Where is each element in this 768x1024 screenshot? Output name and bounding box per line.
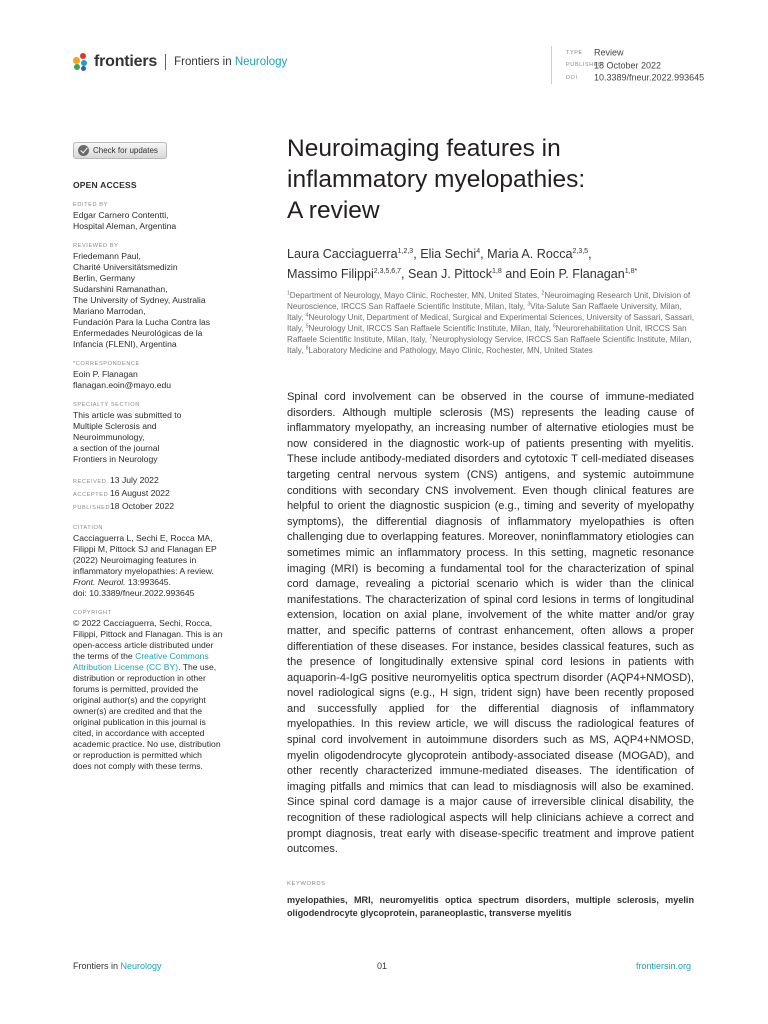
specialty-line: This article was submitted to <box>73 410 182 420</box>
specialty-line: Neuroimmunology, <box>73 432 145 442</box>
affiliation-text: Neuroimaging Research Unit, Division of Neuroscience, IRCCS San Raffaele Scientific Institute, Milan, Italy, <box>287 291 691 312</box>
copyright-line: original publication in this journal is <box>73 717 206 727</box>
article-info-sidebar <box>73 180 263 782</box>
date-published <box>73 501 263 514</box>
correspondence-label: *CORRESPONDENCE <box>73 361 140 367</box>
copyright-label: COPYRIGHT <box>73 610 112 616</box>
affiliation-text: Laboratory Medicine and Pathology, Mayo Clinic, Rochester, MN, United States <box>308 346 593 356</box>
affiliation-text: Department of Neurology, Mayo Clinic, Rochester, MN, United States, <box>289 291 542 300</box>
specialty-line: Frontiers in Neurology <box>73 454 158 464</box>
citation-journal-line <box>73 577 263 588</box>
date-value: 16 August 2022 <box>110 488 170 498</box>
title-line: inflammatory myelopathies: <box>287 166 586 193</box>
author-name[interactable]: Elia Sechi <box>420 247 477 261</box>
copyright-line: forums is permitted, provided the <box>73 684 199 694</box>
author-separator: , <box>588 247 592 261</box>
citation-line: inflammatory myelopathies: A review. <box>73 566 214 576</box>
author-name[interactable]: Maria A. Rocca <box>487 247 573 261</box>
author-separator: , <box>401 267 409 281</box>
author-separator: , <box>480 247 488 261</box>
footer-journal-prefix: Frontiers in <box>73 961 121 971</box>
journal-name[interactable] <box>174 56 287 68</box>
license-link-part2[interactable]: Attribution License (CC BY) <box>73 662 179 672</box>
author-name[interactable]: Sean J. Pittock <box>408 267 493 281</box>
affiliations <box>287 290 699 357</box>
reviewer-line: Friedemann Paul, <box>73 251 141 261</box>
check-icon <box>78 145 89 156</box>
keywords: myelopathies, MRI, neuromyelitis optica spectrum disorders, multiple sclerosis, myelin oligodendrocyte glycoprotein, paraneoplastic, transverse myelitis <box>287 895 694 918</box>
citation-line: Filippi M, Pittock SJ and Flanagan EP <box>73 544 217 554</box>
frontiers-logo-icon <box>72 53 90 71</box>
citation-label: CITATION <box>73 525 104 531</box>
brand-name: frontiers <box>94 53 158 70</box>
copyright-line: cited, in accordance with accepted <box>73 728 205 738</box>
author-affiliation-sup: 1,8 <box>492 267 502 275</box>
reviewer-line: Mariano Marrodan, <box>73 306 146 316</box>
journal-accent: Neurology <box>234 56 288 68</box>
keywords-label: KEYWORDS <box>287 881 326 887</box>
header-divider <box>165 54 166 70</box>
logo-dot-blue <box>81 66 86 71</box>
reviewer-line: Enfermedades Neurológicas de la <box>73 328 203 338</box>
journal-prefix: Frontiers in <box>174 56 235 68</box>
meta-value[interactable]: 10.3389/fneur.2022.993645 <box>594 72 705 83</box>
meta-key: PUBLISHED <box>566 62 603 69</box>
date-label: RECEIVED <box>73 479 107 485</box>
frontiers-logo <box>72 53 287 71</box>
footer-site-link[interactable]: frontiersin.org <box>636 961 692 971</box>
date-accepted <box>73 488 263 501</box>
copyright <box>73 618 263 772</box>
logo-dot-orange <box>73 57 80 64</box>
reviewer-line: Infancia (FLENI), Argentina <box>73 339 177 349</box>
specialty-line: a section of the journal <box>73 443 160 453</box>
author-affiliation-sup: 1,2,3 <box>397 247 414 255</box>
author-affiliation-sup: 2,3,5 <box>572 247 589 255</box>
copyright-line-text: the terms of the <box>73 651 136 661</box>
abstract: Spinal cord involvement can be observed in the course of immune-mediated disorders. Although multiple sclerosis (MS) represents the leading cause of inflammatory myelopathy, an increasing number of alternative etiologies must be now considered in the diagnostic work-up of patients presenting with myelitis. These include antibody-mediated disorders and cytotoxic T cell-mediated diseases targeting central nervous system (CNS) antigens, and systemic autoimmune conditions with secondary CNS involvement. Even though clinical features are helpful to orient the diagnostic suspicion (e.g., timing and severity of myelopathy symptoms), the differential diagnosis of inflammatory myelopathies is often challenging due to overlapping features. Moreover, noninflammatory etiologies can sometimes mimic an inflammatory process. In this setting, magnetic resonance imaging (MRI) is becoming a fundamental tool for the characterization of spinal cord damage, revealing a pictorial scenario which is wider than the clinical manifestations. The characterization of spinal cord lesions in terms of longitudinal extension, location on axial plane, involvement of the white matter and/or gray matter, and specific patterns of contrast enhancement, often allows a proper differentiation of these diseases. For instance, besides classical features, such as the presence of longitudinally extensive spinal cord lesions in patients with aquaporin-4-IgG positive neuromyelitis optica spectrum disorder (AQP4+NMOSD), novel radiological signs (e.g., H sign, trident sign) have been recently proposed and successfully applied for the differential diagnosis of inflammatory myelopathies. In this review article, we will discuss the radiological features of spinal cord involvement in autoimmune disorders such as MS, AQP4+NMOSD, myelin oligodendrocyte glycoprotein antibody-associated disease (MOGAD), and other recently characterized immune-mediated diseases. The identification of imaging pitfalls and mimics that can lead to misdiagnosis will also be examined. Since spinal cord damage is a major cause of irreversible clinical disability, the recognition of these radiological aspects will help clinicians achieve a correct and prompt diagnosis, treat early with disease-specific treatment and improve patient outcomes. <box>287 391 694 856</box>
copyright-license-line <box>73 651 263 662</box>
citation-doi-link[interactable]: doi: 10.3389/fneur.2022.993645 <box>73 588 195 598</box>
license-link-part1[interactable]: Creative Commons <box>135 651 209 661</box>
affiliation-text: Neurology Unit, IRCCS San Raffaele Scientific Institute, Milan, Italy, <box>308 324 553 334</box>
reviewer-line: Berlin, Germany <box>73 273 136 283</box>
footer-journal-accent: Neurology <box>120 961 162 971</box>
date-value: 18 October 2022 <box>110 501 175 511</box>
footer-journal-name[interactable] <box>73 961 162 971</box>
author-affiliation-sup: 2,3,5,6,7 <box>373 267 402 275</box>
check-for-updates-button[interactable] <box>73 142 167 159</box>
affiliation-text: Neurology Unit, Department of Medical, Surgical and Experimental Sciences, University of Sassari, Sassari, Italy, <box>287 313 695 334</box>
affiliation-sup: 3 <box>527 301 531 308</box>
meta-row-doi <box>566 71 704 84</box>
check-for-updates-label: Check for updates <box>93 146 158 155</box>
meta-key: DOI <box>566 74 578 81</box>
editor-line: Hospital Aleman, Argentina <box>73 221 177 231</box>
copyright-line: open-access article distributed under <box>73 640 214 650</box>
author-affiliation-sup: 1,8* <box>624 267 638 275</box>
correspondence-name: Eoin P. Flanagan <box>73 369 138 379</box>
article-dates <box>73 475 263 514</box>
citation-journal: Front. Neurol. <box>73 577 126 587</box>
reviewer-line: Sudarshini Ramanathan, <box>73 284 168 294</box>
article-meta <box>551 46 704 84</box>
affiliation-sup: 1 <box>287 290 290 297</box>
date-label: ACCEPTED <box>73 492 109 498</box>
citation-line: Cacciaguerra L, Sechi E, Rocca MA, <box>73 533 213 543</box>
meta-value: Review <box>594 47 624 58</box>
reviewer-line: The University of Sydney, Australia <box>73 295 206 305</box>
author-separator: , <box>413 247 421 261</box>
affiliation-text: Neurorehabilitation Unit, IRCCS San Raffaele Scientific Institute, Milan, Italy, <box>287 324 687 345</box>
reviewed-by <box>73 251 263 350</box>
meta-row-type <box>566 46 704 59</box>
copyright-line: Filippi, Pittock and Flanagan. This is an <box>73 629 223 639</box>
title-line: A review <box>287 197 380 224</box>
reviewer-line: Fundación Para la Lucha Contra las <box>73 317 211 327</box>
author-name[interactable]: Laura Cacciaguerra <box>287 247 398 261</box>
article-title <box>287 133 707 226</box>
copyright-line: original author(s) and the copyright <box>73 695 206 705</box>
copyright-line: © 2022 Cacciaguerra, Sechi, Rocca, <box>73 618 213 628</box>
editor-line: Edgar Carnero Contentti, <box>73 210 169 220</box>
author-name[interactable]: Eoin P. Flanagan <box>529 267 625 281</box>
logo-dot-green <box>74 64 80 70</box>
open-access-label: OPEN ACCESS <box>73 180 137 190</box>
copyright-line: academic practice. No use, distribution <box>73 739 221 749</box>
copyright-line-text: . The use, <box>178 662 217 672</box>
author-name[interactable]: Massimo Filippi <box>287 267 374 281</box>
author-separator: and <box>501 267 530 281</box>
reviewed-by-label: REVIEWED BY <box>73 243 119 249</box>
logo-dot-red <box>80 53 86 59</box>
copyright-line: or reproduction is permitted which <box>73 750 202 760</box>
affiliation-sup: 2 <box>541 290 545 297</box>
specialty-line: Multiple Sclerosis and <box>73 421 157 431</box>
page-number: 01 <box>377 961 388 971</box>
specialty-section <box>73 410 263 465</box>
edited-by <box>73 210 263 232</box>
citation-volume: 13:993645. <box>125 577 171 587</box>
affiliation-sup: 5 <box>305 323 309 330</box>
citation-line: (2022) Neuroimaging features in <box>73 555 197 565</box>
correspondence-email-link[interactable]: flanagan.eoin@mayo.edu <box>73 380 172 390</box>
copyright-line: owner(s) are credited and that the <box>73 706 202 716</box>
author-affiliation-sup: 4 <box>476 247 481 255</box>
edited-by-label: EDITED BY <box>73 202 108 208</box>
author-list <box>287 244 707 284</box>
affiliation-sup: 7 <box>429 334 433 341</box>
affiliation-text: Vita-Salute San Raffaele University, Milan, Italy, <box>287 302 682 323</box>
affiliation-text: Neurophysiology Service, IRCCS San Raffaele Scientific Institute, Milan, Italy, <box>287 335 692 356</box>
meta-key: TYPE <box>566 49 583 56</box>
affiliation-sup: 8 <box>305 345 309 352</box>
citation <box>73 533 263 599</box>
meta-row-published <box>566 59 704 72</box>
specialty-section-label: SPECIALTY SECTION <box>73 402 140 408</box>
meta-value: 18 October 2022 <box>594 60 662 71</box>
date-value: 13 July 2022 <box>110 475 159 485</box>
title-line: Neuroimaging features in <box>287 135 561 162</box>
date-received <box>73 475 263 488</box>
date-label: PUBLISHED <box>73 505 111 511</box>
affiliation-sup: 4 <box>305 312 309 319</box>
affiliation-sup: 6 <box>552 323 556 330</box>
copyright-line: does not comply with these terms. <box>73 761 203 771</box>
correspondence <box>73 369 263 391</box>
copyright-license-line-2 <box>73 662 263 673</box>
reviewer-line: Charité Universitätsmedizin <box>73 262 178 272</box>
copyright-line: distribution or reproduction in other <box>73 673 206 683</box>
